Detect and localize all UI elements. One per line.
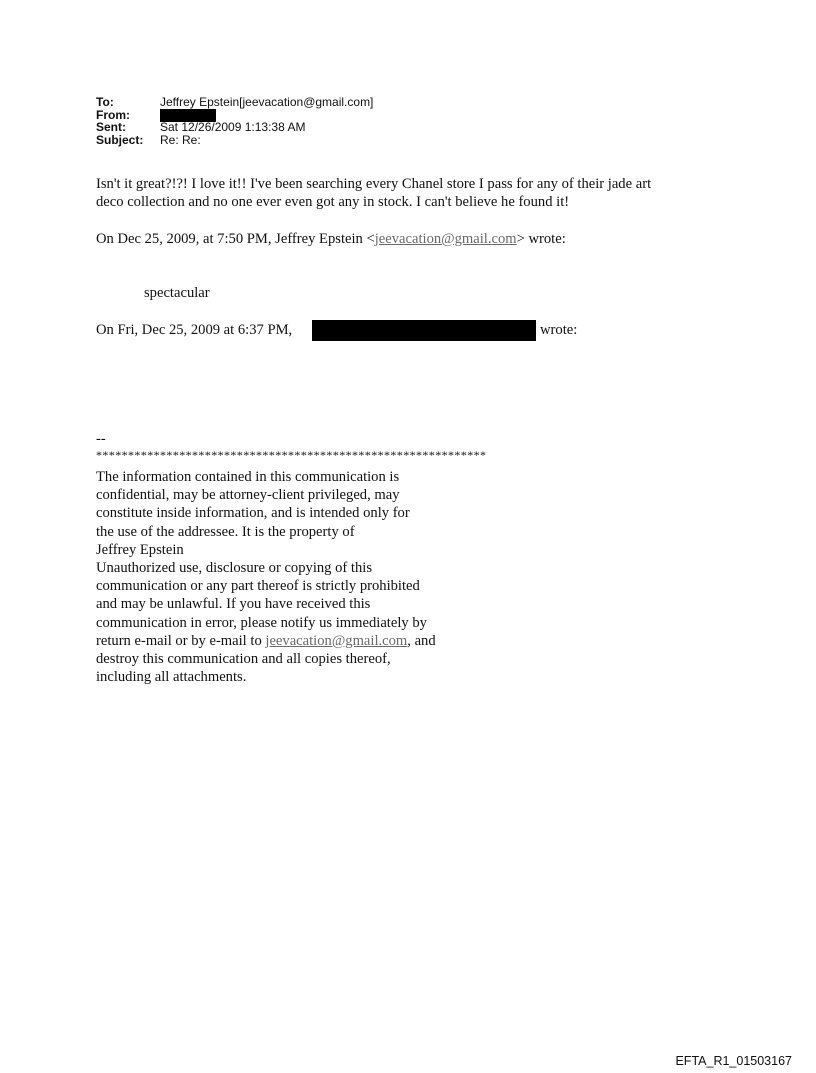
disclaimer-line: Jeffrey Epstein [96,541,184,558]
disclaimer-line: including all attachments. [96,669,247,686]
disclaimer-line: communication in error, please notify us immediately by [96,614,427,631]
quote-attribution-1 [96,231,566,248]
sender-redaction [312,320,536,341]
message-line-1: Isn't it great?!?! I love it!! I've been searching every Chanel store I pass for any of their jade art [96,176,652,192]
sent-label: Sent: [96,120,126,134]
disclaimer-line: the use of the addressee. It is the property of [96,523,355,540]
from-label: From: [96,107,130,122]
disclaimer-line: confidential, may be attorney-client privileged, may [96,487,400,504]
disclaimer-line: The information contained in this communication is [96,469,400,485]
subject-value: Re: Re: [160,132,201,147]
quote1-prefix: On Dec 25, 2009, at 7:50 PM, Jeffrey Epstein < [96,231,375,247]
subject-label: Subject: [96,132,144,147]
quote1-suffix: > wrote: [516,231,566,247]
disclaimer-line: communication or any part thereof is strictly prohibited [96,578,420,595]
disclaimer-email-prefix: return e-mail or by e-mail to [96,632,266,649]
sent-value: Sat 12/26/2009 1:13:38 AM [160,120,306,134]
disclaimer-email-link[interactable]: jeevacation@gmail.com [265,632,408,649]
signature-stars: ************************************************************* [96,448,487,462]
disclaimer-line: Unauthorized use, disclosure or copying of this [96,560,373,577]
document-id: EFTA_R1_01503167 [675,1054,792,1068]
confidentiality-disclaimer [96,468,436,686]
disclaimer-line: and may be unlawful. If you have received this [96,596,371,613]
signature-dashes: -- [96,431,106,447]
to-value: Jeffrey Epstein[jeevacation@gmail.com] [160,95,374,109]
disclaimer-email-suffix: , and [407,632,436,649]
reply-text: spectacular [144,285,210,301]
quote2-suffix: wrote: [540,322,578,338]
disclaimer-line: constitute inside information, and is intended only for [96,505,410,522]
message-line-2: deco collection and no one ever even got any in stock. I can't believe he found it! [96,194,570,210]
disclaimer-line-email [96,632,436,650]
disclaimer-line: destroy this communication and all copies thereof, [96,651,391,668]
message-paragraph [96,175,651,211]
to-label: To: [96,95,114,109]
quote-attribution-2 [96,322,292,339]
quote2-prefix: On Fri, Dec 25, 2009 at 6:37 PM, [96,322,293,338]
quote1-email-link[interactable]: jeevacation@gmail.com [374,231,517,247]
